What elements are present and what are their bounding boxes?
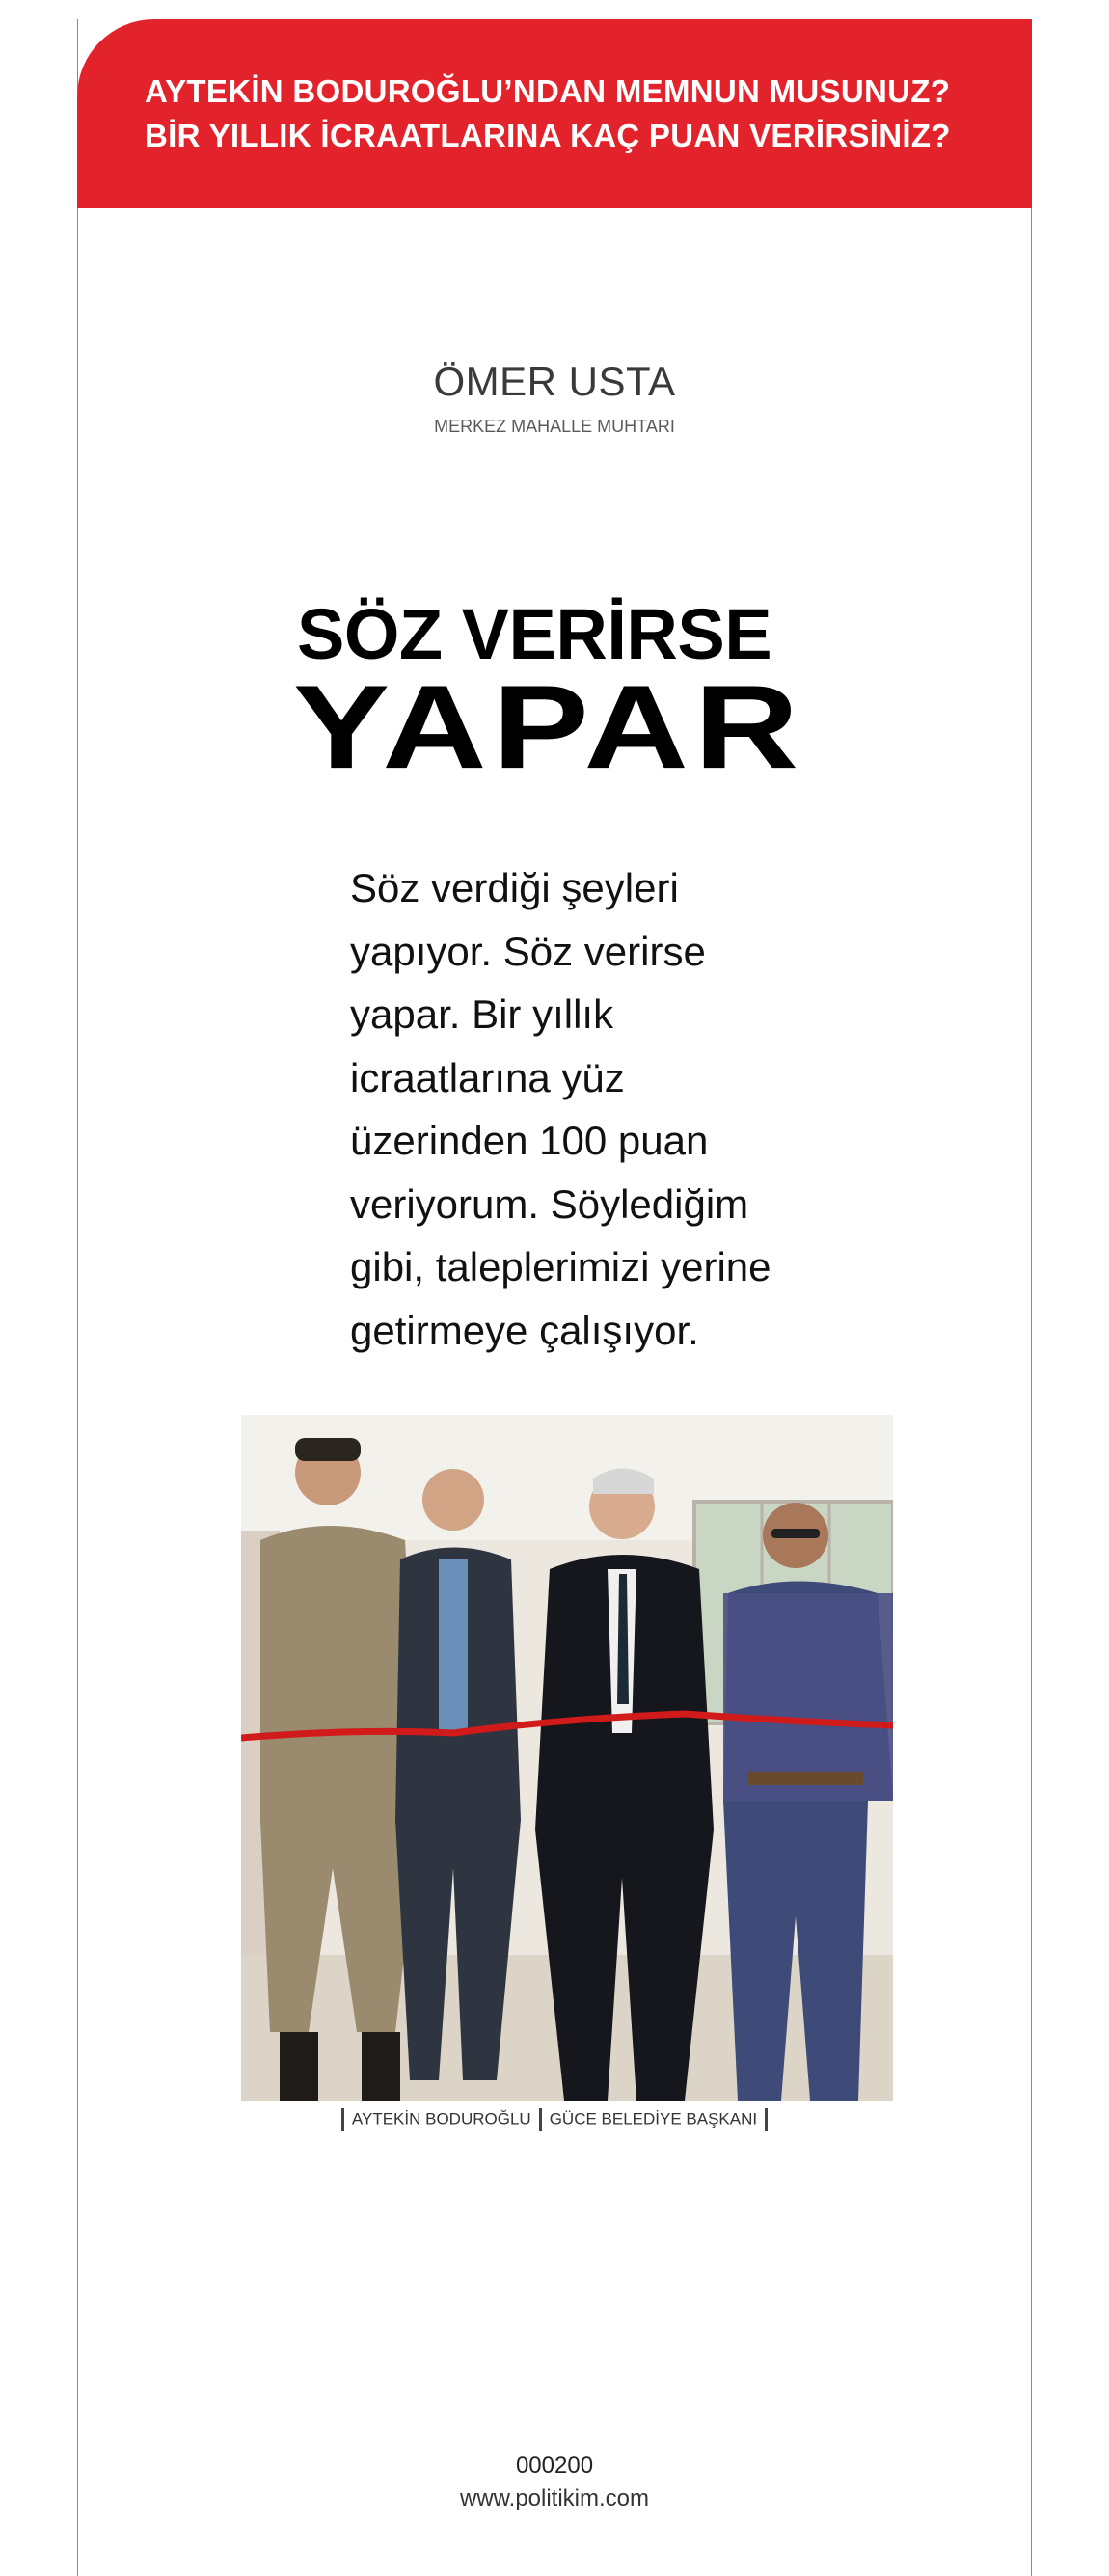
caption-divider <box>539 2108 542 2131</box>
photo-illustration <box>241 1415 893 2101</box>
caption-name: AYTEKİN BODUROĞLU <box>351 2109 531 2129</box>
quote-text <box>350 856 774 1362</box>
banner-line-2: BİR YILLIK İCRAATLARINA KAÇ PUAN VERİRSİNİZ? <box>145 118 951 153</box>
quote-line: gibi, taleplerimizi yerine <box>350 1244 771 1289</box>
quote-line: üzerinden 100 puan <box>350 1118 709 1163</box>
photo-caption <box>0 2108 1109 2131</box>
footer-url[interactable]: www.politikim.com <box>459 2485 650 2511</box>
headline-small: SÖZ VERİRSE <box>297 594 772 674</box>
person-name: ÖMER USTA <box>433 359 676 404</box>
quote-line: veriyorum. Söylediğim <box>350 1180 749 1227</box>
banner-line-1: AYTEKİN BODUROĞLU’NDAN MEMNUN MUSUNUZ? <box>145 73 951 109</box>
footer-code: 000200 <box>515 2453 594 2479</box>
quote-line: icraatlarına yüz <box>350 1054 625 1100</box>
caption-divider <box>341 2108 344 2131</box>
person-role: MERKEZ MAHALLE MUHTARI <box>434 417 675 436</box>
quote-line: Söz verdiği şeyleri <box>350 865 679 910</box>
quote-line: yapar. Bir yıllık <box>350 991 614 1037</box>
caption-divider <box>765 2108 768 2131</box>
caption-title: GÜCE BELEDİYE BAŞKANI <box>549 2109 758 2129</box>
quote-line: getirmeye çalışıyor. <box>350 1307 699 1353</box>
header-banner <box>77 19 1032 208</box>
quote-line: yapıyor. Söz verirse <box>350 928 706 974</box>
headline-big: YAPAR <box>293 660 805 794</box>
ribbon-cutting-photo <box>241 1415 893 2101</box>
